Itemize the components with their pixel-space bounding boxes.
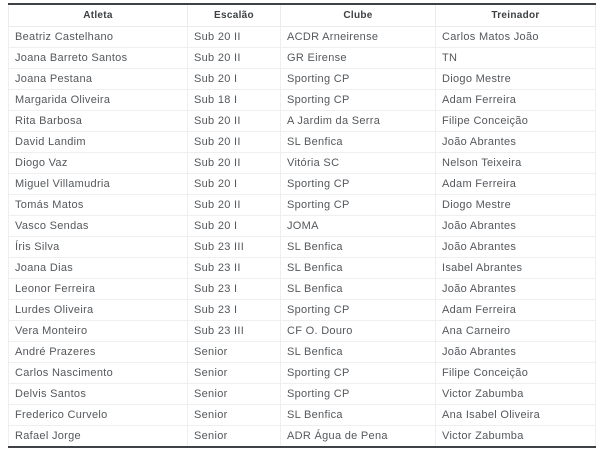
cell-atleta: Margarida Oliveira [9, 90, 188, 111]
table-row [9, 27, 596, 48]
table-body [9, 27, 596, 448]
cell-escalao: Sub 20 I [188, 69, 281, 90]
cell-treinador: Ana Isabel Oliveira [436, 405, 596, 426]
table-row [9, 90, 596, 111]
cell-escalao: Sub 20 I [188, 216, 281, 237]
cell-escalao: Sub 23 I [188, 300, 281, 321]
cell-clube: Sporting CP [281, 90, 436, 111]
table-row [9, 342, 596, 363]
cell-clube: ACDR Arneirense [281, 27, 436, 48]
cell-atleta: André Prazeres [9, 342, 188, 363]
cell-escalao: Senior [188, 342, 281, 363]
column-header-escalao: Escalão [188, 4, 281, 27]
cell-clube: Sporting CP [281, 195, 436, 216]
cell-treinador: Victor Zabumba [436, 426, 596, 448]
cell-atleta: Vera Monteiro [9, 321, 188, 342]
cell-treinador: TN [436, 48, 596, 69]
table-header-row [9, 4, 596, 27]
cell-escalao: Sub 20 II [188, 111, 281, 132]
cell-escalao: Sub 23 II [188, 258, 281, 279]
column-header-atleta: Atleta [9, 4, 188, 27]
cell-escalao: Senior [188, 384, 281, 405]
athletes-table-container [8, 3, 595, 448]
cell-atleta: Lurdes Oliveira [9, 300, 188, 321]
cell-atleta: Joana Pestana [9, 69, 188, 90]
cell-atleta: Leonor Ferreira [9, 279, 188, 300]
cell-clube: Sporting CP [281, 300, 436, 321]
cell-clube: A Jardim da Serra [281, 111, 436, 132]
cell-treinador: João Abrantes [436, 216, 596, 237]
cell-escalao: Sub 20 II [188, 132, 281, 153]
cell-clube: SL Benfica [281, 132, 436, 153]
cell-clube: JOMA [281, 216, 436, 237]
cell-clube: CF O. Douro [281, 321, 436, 342]
cell-treinador: João Abrantes [436, 132, 596, 153]
cell-treinador: João Abrantes [436, 342, 596, 363]
table-row [9, 195, 596, 216]
athletes-table [8, 3, 596, 448]
cell-clube: SL Benfica [281, 258, 436, 279]
cell-escalao: Sub 20 II [188, 48, 281, 69]
column-header-clube: Clube [281, 4, 436, 27]
cell-clube: GR Eirense [281, 48, 436, 69]
cell-escalao: Senior [188, 426, 281, 448]
cell-treinador: João Abrantes [436, 279, 596, 300]
table-row [9, 153, 596, 174]
cell-clube: Vitória SC [281, 153, 436, 174]
cell-atleta: Rita Barbosa [9, 111, 188, 132]
cell-escalao: Sub 20 II [188, 195, 281, 216]
table-row [9, 174, 596, 195]
cell-treinador: Adam Ferreira [436, 300, 596, 321]
cell-atleta: Joana Dias [9, 258, 188, 279]
cell-atleta: Rafael Jorge [9, 426, 188, 448]
cell-treinador: Victor Zabumba [436, 384, 596, 405]
cell-escalao: Sub 20 II [188, 27, 281, 48]
cell-clube: ADR Água de Pena [281, 426, 436, 448]
table-row [9, 132, 596, 153]
cell-clube: Sporting CP [281, 174, 436, 195]
cell-escalao: Senior [188, 363, 281, 384]
cell-atleta: Diogo Vaz [9, 153, 188, 174]
cell-clube: SL Benfica [281, 342, 436, 363]
column-header-treinador: Treinador [436, 4, 596, 27]
cell-clube: Sporting CP [281, 384, 436, 405]
table-row [9, 321, 596, 342]
cell-atleta: Beatriz Castelhano [9, 27, 188, 48]
table-row [9, 279, 596, 300]
table-row [9, 426, 596, 448]
cell-treinador: Isabel Abrantes [436, 258, 596, 279]
cell-escalao: Sub 18 I [188, 90, 281, 111]
table-row [9, 111, 596, 132]
cell-escalao: Sub 23 III [188, 321, 281, 342]
table-row [9, 300, 596, 321]
cell-clube: SL Benfica [281, 405, 436, 426]
cell-treinador: João Abrantes [436, 237, 596, 258]
table-row [9, 216, 596, 237]
cell-treinador: Carlos Matos João [436, 27, 596, 48]
cell-clube: SL Benfica [281, 279, 436, 300]
cell-treinador: Adam Ferreira [436, 90, 596, 111]
cell-escalao: Sub 20 I [188, 174, 281, 195]
cell-atleta: Vasco Sendas [9, 216, 188, 237]
table-row [9, 48, 596, 69]
cell-clube: Sporting CP [281, 363, 436, 384]
table-header [9, 4, 596, 27]
cell-atleta: Íris Silva [9, 237, 188, 258]
cell-escalao: Sub 20 II [188, 153, 281, 174]
table-row [9, 384, 596, 405]
cell-clube: Sporting CP [281, 69, 436, 90]
cell-treinador: Diogo Mestre [436, 195, 596, 216]
table-row [9, 363, 596, 384]
cell-treinador: Adam Ferreira [436, 174, 596, 195]
cell-atleta: Tomás Matos [9, 195, 188, 216]
cell-atleta: Miguel Villamudria [9, 174, 188, 195]
cell-treinador: Ana Carneiro [436, 321, 596, 342]
cell-treinador: Diogo Mestre [436, 69, 596, 90]
cell-atleta: Frederico Curvelo [9, 405, 188, 426]
cell-atleta: Delvis Santos [9, 384, 188, 405]
cell-escalao: Sub 23 III [188, 237, 281, 258]
cell-treinador: Filipe Conceição [436, 111, 596, 132]
cell-atleta: David Landim [9, 132, 188, 153]
cell-treinador: Nelson Teixeira [436, 153, 596, 174]
cell-clube: SL Benfica [281, 237, 436, 258]
cell-escalao: Sub 23 I [188, 279, 281, 300]
cell-atleta: Joana Barreto Santos [9, 48, 188, 69]
table-row [9, 237, 596, 258]
cell-atleta: Carlos Nascimento [9, 363, 188, 384]
table-row [9, 258, 596, 279]
cell-escalao: Senior [188, 405, 281, 426]
cell-treinador: Filipe Conceição [436, 363, 596, 384]
table-row [9, 405, 596, 426]
table-row [9, 69, 596, 90]
